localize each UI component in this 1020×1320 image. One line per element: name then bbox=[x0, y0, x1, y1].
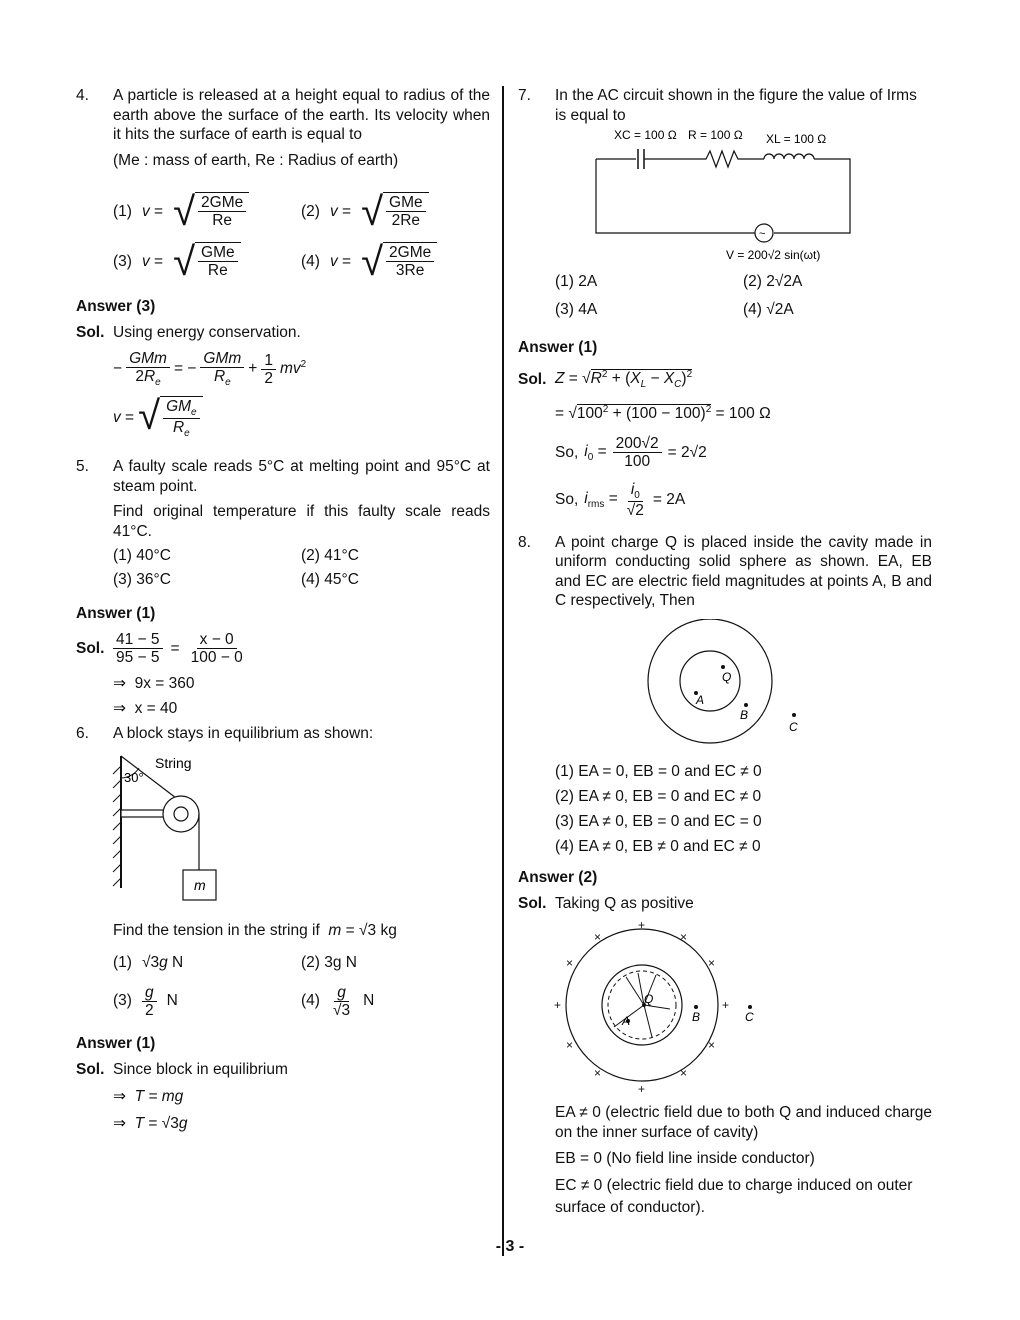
q6-solution: Sol. Since block in equilibrium bbox=[76, 1061, 288, 1079]
sphere-figure bbox=[630, 619, 830, 749]
q6-options bbox=[113, 954, 490, 1019]
question-text-2: Find original temperature if this faulty scale reads 41°C. bbox=[113, 503, 490, 540]
svg-text:×: × bbox=[708, 1037, 716, 1052]
svg-text:~: ~ bbox=[759, 228, 766, 240]
angle-label: 30° bbox=[124, 769, 144, 785]
svg-text:C: C bbox=[745, 1009, 754, 1024]
ac-circuit-figure bbox=[586, 125, 886, 265]
q7-step-3: So, $i_{rms}$ = $\frac{i_0}{√2}$ = 2A bbox=[555, 480, 686, 519]
question-given: (Me : mass of earth, Re : Radius of earth) bbox=[113, 151, 399, 169]
column-divider bbox=[502, 86, 504, 1256]
q7-option-3: (3) 4A bbox=[555, 301, 598, 318]
q8-explanation-2: EB = 0 (No field line inside conductor) bbox=[555, 1149, 815, 1167]
q6-option-4: (4) $\frac{g}{√3}$ N bbox=[301, 983, 375, 1019]
svg-text:+: + bbox=[638, 1081, 646, 1096]
mass-label: m bbox=[194, 876, 206, 893]
pulley-figure bbox=[111, 748, 261, 908]
q5-answer: Answer (1) bbox=[76, 605, 156, 623]
xc-label: XC = 100 Ω bbox=[614, 128, 677, 142]
svg-text:×: × bbox=[566, 955, 574, 970]
q8-solution: Sol. Taking Q as positive bbox=[518, 894, 694, 912]
q8-explanation-3: EC ≠ 0 (electric field due to charge induced on outer surface of conductor). bbox=[555, 1176, 913, 1216]
q7-solution: Sol. $Z = √R^2 + (X_L - X_C)^2$ bbox=[518, 369, 693, 391]
r-label: R = 100 Ω bbox=[688, 128, 743, 142]
point-a-label: A bbox=[696, 692, 705, 707]
q7-options bbox=[555, 273, 932, 319]
q7-step-2: So, $i_0$ = $\frac{200√2}{100}$ = 2√2 bbox=[555, 435, 707, 471]
q8-answer: Answer (2) bbox=[518, 868, 598, 886]
q6-option-3: (3) $\frac{g}{2}$ N bbox=[113, 983, 178, 1019]
q8-options bbox=[555, 759, 932, 859]
q8-explanation-1: EA ≠ 0 (electric field due to both Q and induced charge on the inner surface of cavity) bbox=[555, 1103, 932, 1141]
svg-text:+: + bbox=[638, 917, 646, 932]
svg-text:+: + bbox=[554, 997, 562, 1012]
question-number: 4. bbox=[76, 87, 89, 104]
string-label: String bbox=[155, 754, 192, 771]
svg-text:Q: Q bbox=[644, 991, 654, 1006]
point-c-label: C bbox=[789, 719, 798, 734]
q8-option-4: (4) EA ≠ 0, EB ≠ 0 and EC ≠ 0 bbox=[555, 837, 761, 855]
q5-step-1: ⇒ 9x = 360 bbox=[113, 675, 195, 693]
q5-option-2: (2) 41°C bbox=[301, 547, 359, 565]
q7-option-2: (2) 2√2A bbox=[743, 273, 803, 290]
q5-options bbox=[113, 547, 490, 589]
q4-option-1: (1) v = √ $\frac{\text{2GMe}}{Re}$ bbox=[113, 192, 301, 232]
q8-option-1: (1) EA = 0, EB = 0 and EC ≠ 0 bbox=[555, 762, 762, 780]
left-column bbox=[76, 86, 490, 1133]
question-number: 5. bbox=[76, 458, 89, 476]
q4-equation-2: v = √ $\frac{GM_e}{R_e}$ bbox=[113, 396, 490, 439]
q4-option-3: (3) v = √ $\frac{\text{GMe}}{Re}$ bbox=[113, 242, 301, 282]
q6-question: Find the tension in the string if m = √3 kg bbox=[113, 921, 397, 939]
induced-charge-figure bbox=[552, 917, 792, 1097]
q4-answer: Answer (3) bbox=[76, 298, 156, 315]
question-text: A faulty scale reads 5°C at melting point and 95°C at steam point. bbox=[113, 458, 490, 495]
q4-option-2: (2) v = √ $\frac{\text{GMe}}{2Re}$ bbox=[301, 192, 490, 232]
q6-option-2: (2) 3g N bbox=[301, 953, 357, 971]
q7-step-1: = $√100^2 + (100 - 100)^2 = 100$ Ω bbox=[555, 404, 771, 423]
q8-option-2: (2) EA ≠ 0, EB = 0 and EC ≠ 0 bbox=[555, 787, 762, 805]
svg-text:+: + bbox=[722, 997, 730, 1012]
q5-step-2: ⇒ x = 40 bbox=[113, 700, 178, 718]
question-text: A particle is released at a height equal to radius of the earth above the surface of the earth. Its velocity when it hits the surface of earth is equal to bbox=[113, 87, 490, 143]
right-column bbox=[518, 86, 932, 1219]
q7-answer: Answer (1) bbox=[518, 339, 598, 356]
q6-option-1: (1) √3g N bbox=[113, 953, 184, 971]
q5-option-4: (4) 45°C bbox=[301, 571, 359, 589]
q4-option-4: (4) v = √ $\frac{\text{2GMe}}{3Re}$ bbox=[301, 242, 490, 282]
q6-step-1: ⇒ T = mg bbox=[113, 1088, 184, 1106]
q7-option-4: (4) √2A bbox=[743, 301, 794, 318]
q6-answer: Answer (1) bbox=[76, 1035, 156, 1053]
question-text: In the AC circuit shown in the figure the value of Irms is equal to bbox=[555, 87, 917, 124]
question-text: A point charge Q is placed inside the cavity made in uniform conducting solid sphere as shown. EA, EB and EC are electric field magnitudes at points A, B and C respectively, Then bbox=[555, 533, 932, 610]
question-text: A block stays in equilibrium as shown: bbox=[113, 725, 374, 743]
q5-solution: Sol. $\frac{41 - 5}{95 - 5}$ = $\frac{x - 0}{100 - 0}$ bbox=[76, 631, 243, 667]
svg-text:×: × bbox=[708, 955, 716, 970]
question-5 bbox=[76, 457, 490, 541]
question-7 bbox=[518, 86, 932, 125]
question-number: 6. bbox=[76, 725, 89, 743]
question-number: 7. bbox=[518, 87, 531, 104]
q4-equation-1: − $\frac{\text{GMm}}{2R_e}$ = − $\frac{\text{GMm}}{R_e}$ + $\frac{1}{2}$ $mv^2$ bbox=[113, 350, 307, 389]
page-number: - 3 - bbox=[495, 1238, 525, 1255]
q8-option-3: (3) EA ≠ 0, EB = 0 and EC = 0 bbox=[555, 812, 762, 830]
xl-label: XL = 100 Ω bbox=[766, 132, 827, 146]
question-8 bbox=[518, 533, 932, 611]
svg-text:×: × bbox=[566, 1037, 574, 1052]
question-4 bbox=[76, 86, 490, 170]
q5-option-1: (1) 40°C bbox=[113, 547, 171, 565]
q6-step-2: ⇒ T = √3g bbox=[113, 1115, 188, 1133]
svg-text:×: × bbox=[680, 929, 688, 944]
q5-option-3: (3) 36°C bbox=[113, 571, 171, 589]
q7-option-1: (1) 2A bbox=[555, 273, 598, 290]
svg-text:B: B bbox=[692, 1009, 701, 1024]
svg-text:×: × bbox=[594, 929, 602, 944]
point-q-label: Q bbox=[722, 669, 732, 684]
question-6 bbox=[76, 724, 490, 744]
q4-options bbox=[113, 192, 490, 282]
voltage-label: V = 200√2 sin(ωt) bbox=[726, 248, 821, 262]
svg-text:×: × bbox=[594, 1065, 602, 1080]
svg-text:A: A bbox=[622, 1013, 631, 1028]
question-number: 8. bbox=[518, 533, 531, 551]
q4-solution: Sol. Using energy conservation. bbox=[76, 324, 301, 341]
point-b-label: B bbox=[740, 707, 749, 722]
svg-text:×: × bbox=[680, 1065, 688, 1080]
